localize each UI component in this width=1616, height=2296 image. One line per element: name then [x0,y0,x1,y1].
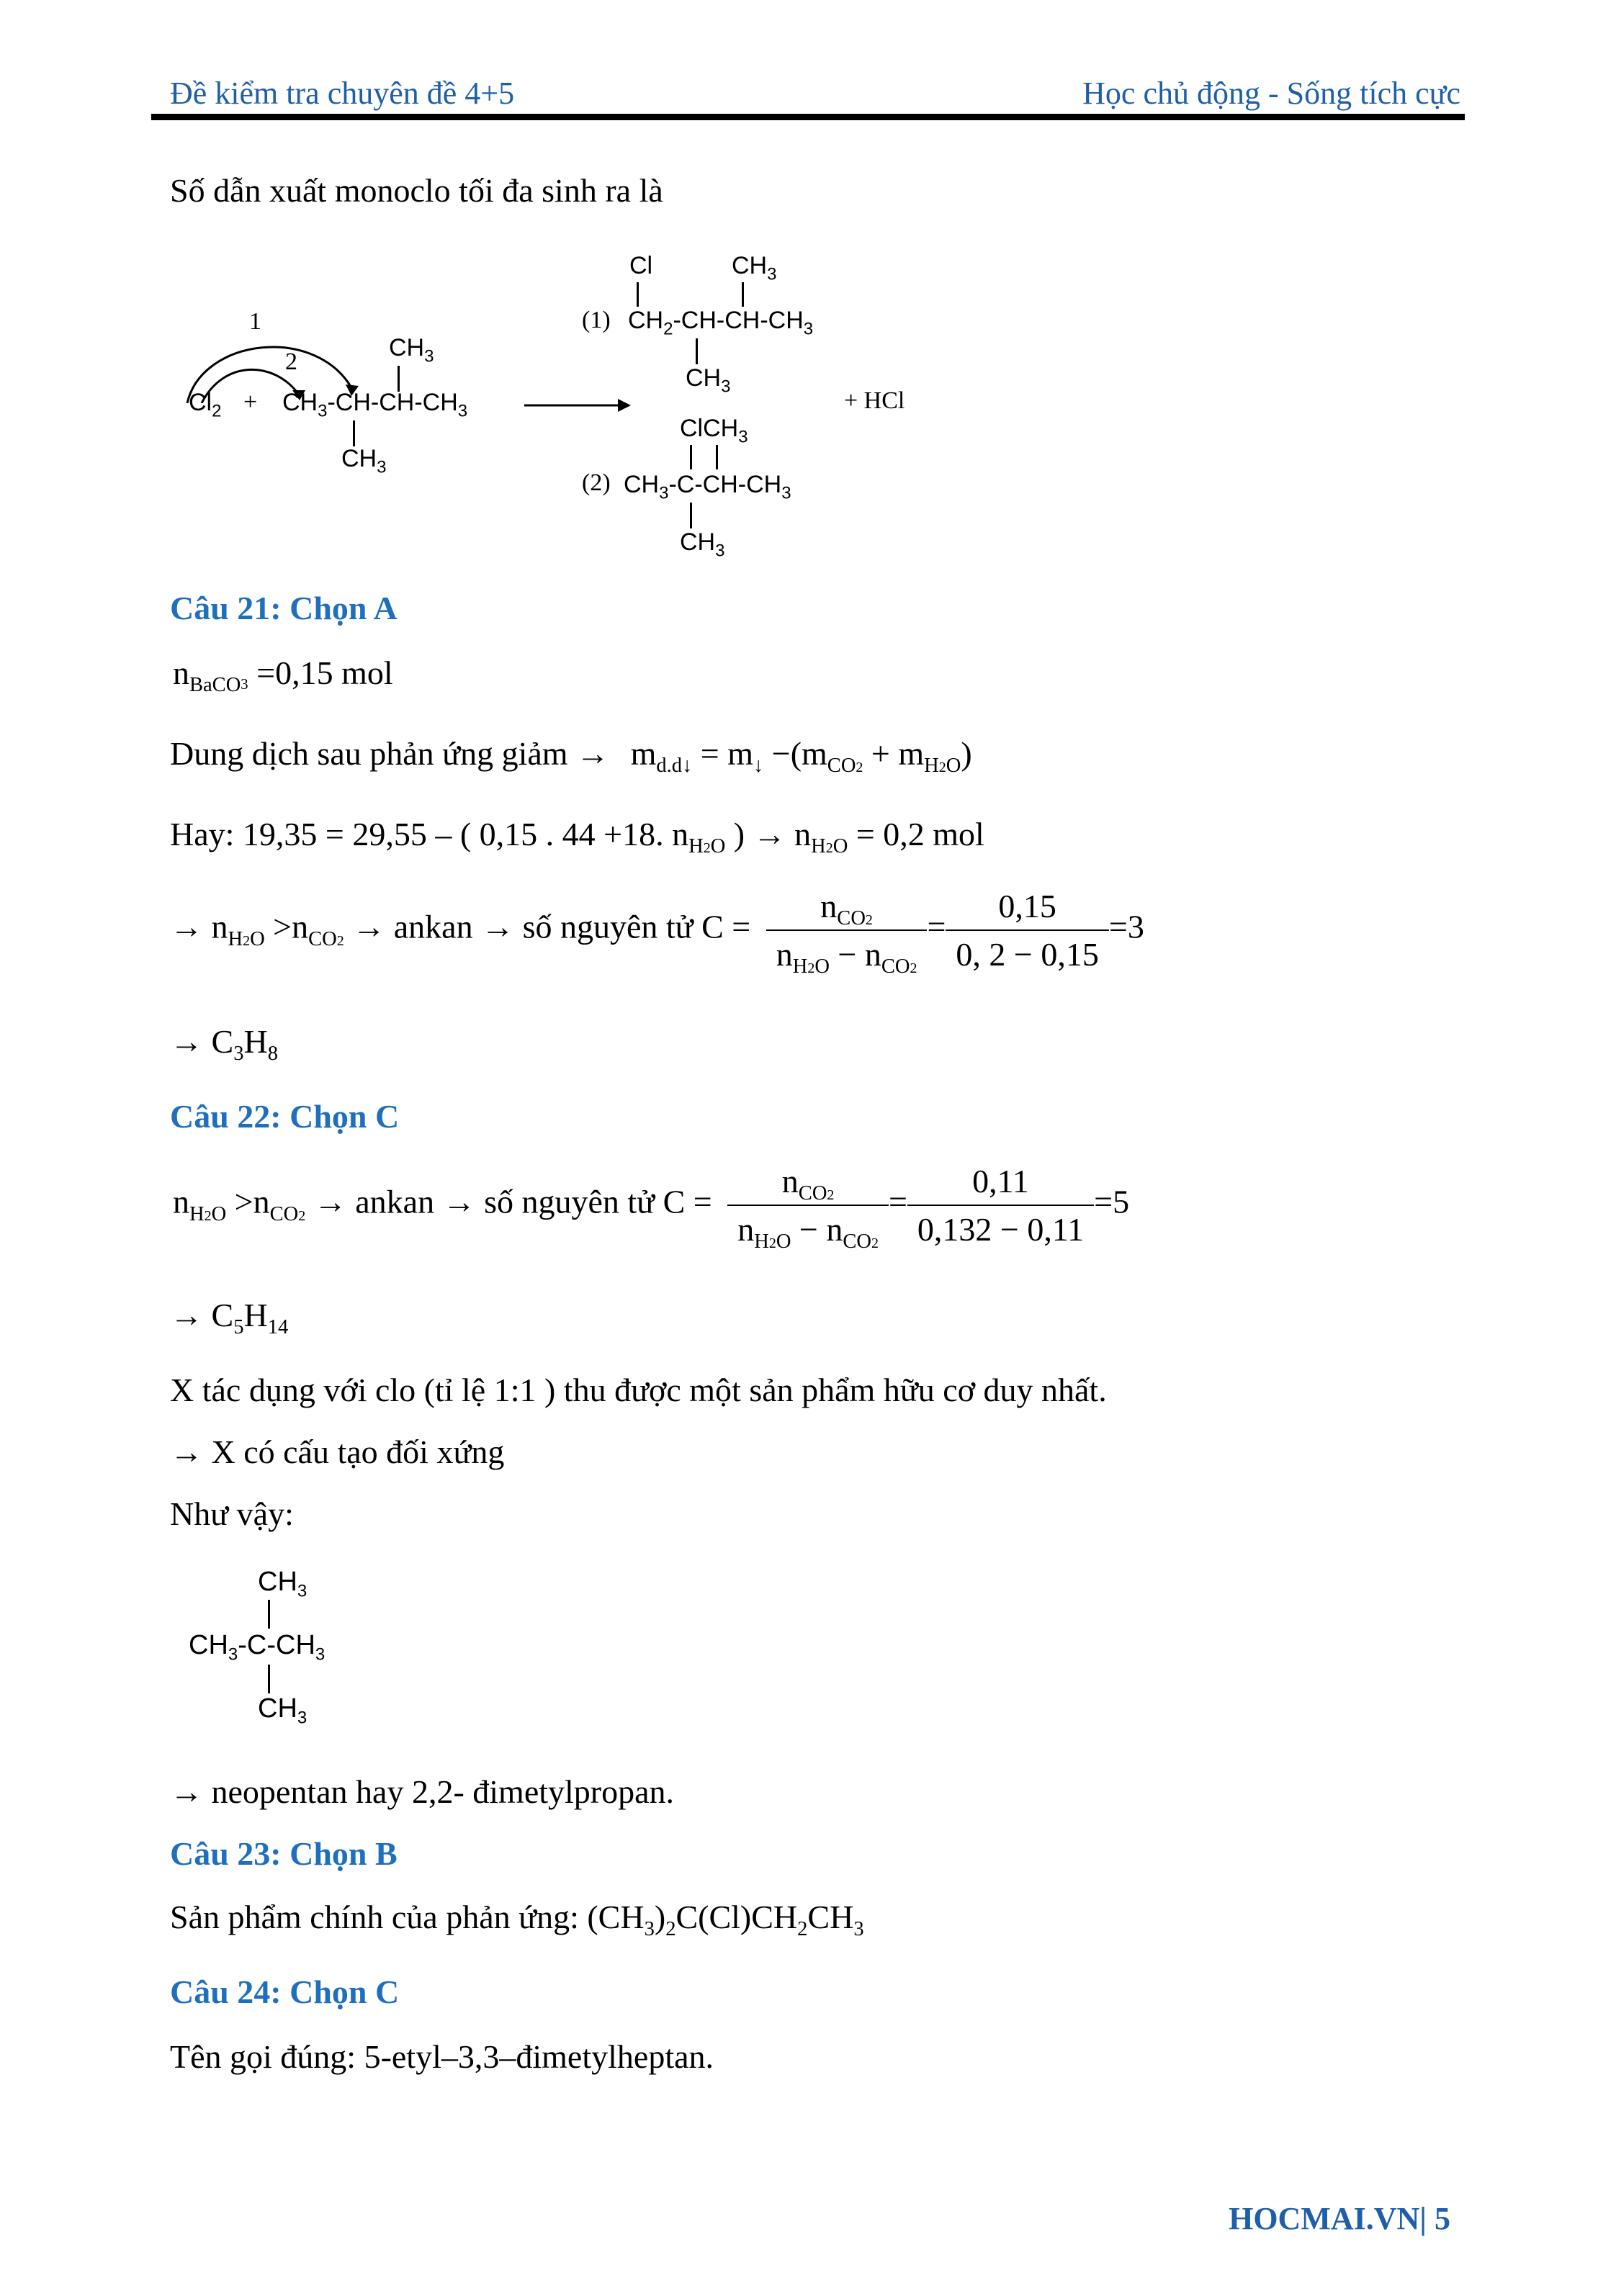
bond-line [398,366,400,392]
bond-line [690,503,692,528]
product1-cl: Cl [629,252,653,279]
page-footer: HOCMAI.VN| 5 [1229,2201,1450,2236]
q22-line6: → neopentan hay 2,2- đimetylpropan. [170,1773,675,1810]
product2-ch3-bottom: $CH_3$ [680,528,725,561]
chlorine-reactant: $Cl_2$ [189,389,222,421]
ch3-bottom: $CH_3$ [258,1693,308,1728]
bond-line [353,420,355,446]
q21-ratio-line: → $n_{H2O} >n_{CO2}$ → ankan → số nguyên tử C = $\frac{n_{CO2}}{n_{H2O} - n_{CO2}}$ = $\frac{0,15}{0, 2 - 0,15}$ =3 [170,888,1144,978]
q22-line3: X tác dụng với clo (tỉ lệ 1:1 ) thu được một sản phẩm hữu cơ duy nhất. [170,1372,1107,1408]
q21-mol-line: $n_{BaCO3} =0,15$ mol [173,654,393,696]
product2-clch3: ClCH$_3$ [680,415,748,447]
main-chain: $CH_3-C-CH_3$ [189,1630,326,1665]
product1-ch3-top: $CH_3$ [732,252,777,284]
q22-ratio-line: $n_{H2O} >n_{CO2}$ → ankan → số nguyên tử C = $\frac{n_{CO2}}{n_{H2O} - n_{CO2}}$ = $\frac{0,11}{0,132 - 0,11}$ =5 [173,1163,1130,1253]
q22-result: → $C_5H_{14}$ [170,1297,289,1338]
header-divider [151,114,1465,120]
q21-result: → $C_3H_8$ [170,1023,278,1065]
reaction-arrow-icon [524,395,632,416]
q22-line5: Như vậy: [170,1495,294,1532]
plus-sign: + [243,389,258,415]
bond-line [696,338,698,364]
arrow-label-2: 2 [285,348,297,375]
q23-text: Sản phẩm chính của phản ứng: $(CH_3)_2C(Cl)CH_2CH_3$ [170,1899,864,1940]
ch3-top: $CH_3$ [258,1567,308,1601]
bond-line [268,1600,270,1629]
q23-title: Câu 23: Chọn B [170,1835,398,1872]
value-fraction: $\frac{0,11}{0,132 - 0,11}$ [907,1162,1094,1248]
q24-title: Câu 24: Chọn C [170,1973,400,2010]
q24-text: Tên gọi đúng: 5-etyl–3,3–đimetylheptan. [170,2038,714,2075]
product2-label: (2) [582,469,611,496]
carbon-ratio-fraction: $\frac{n_{CO2}}{n_{H2O} - n_{CO2}}$ [766,887,928,973]
product2-main-chain: $CH_3-C-CH-CH_3$ [624,471,791,503]
bond-line [742,282,744,307]
bond-line [637,282,639,307]
header-left-title: Đề kiểm tra chuyên đề 4+5 [170,76,515,111]
arrow-label-1: 1 [249,308,261,335]
hcl-product: + HCl [844,387,905,414]
header-right-slogan: Học chủ động - Sống tích cực [1082,76,1460,111]
reactant-ch3-top: $CH_3$ [389,334,434,366]
q22-line4: → X có cấu tạo đối xứng [170,1433,505,1470]
value-fraction: $\frac{0,15}{0, 2 - 0,15}$ [946,887,1108,973]
q21-hay-line: Hay: 19,35 = 29,55 – ( 0,15 . 44 +18. $n_{H2O}$ ) → $n_{H2O} = 0,2$ mol [170,816,984,857]
reactant-ch3-bottom: $CH_3$ [341,445,387,477]
bond-line [690,445,692,469]
product1-main-chain: $CH_2-CH-CH-CH_3$ [628,307,814,339]
carbon-ratio-fraction: $\frac{n_{CO2}}{n_{H2O} - n_{CO2}}$ [727,1162,889,1248]
bond-line [716,445,718,469]
intro-text: Số dẫn xuất monoclo tối đa sinh ra là [170,172,663,209]
bond-line [268,1665,270,1693]
reactant-main-chain: $CH_3-CH-CH-CH_3$ [282,389,468,421]
q21-mass-line: Dung dịch sau phản ứng giảm → $m_{d.d↓} = m_↓ -(m_{CO2} + m_{H2O})$ [170,735,972,777]
q21-title: Câu 21: Chọn A [170,590,398,626]
product1-label: (1) [582,307,611,333]
product1-ch3-bottom: $CH_3$ [686,364,731,397]
q22-title: Câu 22: Chọn C [170,1098,400,1135]
